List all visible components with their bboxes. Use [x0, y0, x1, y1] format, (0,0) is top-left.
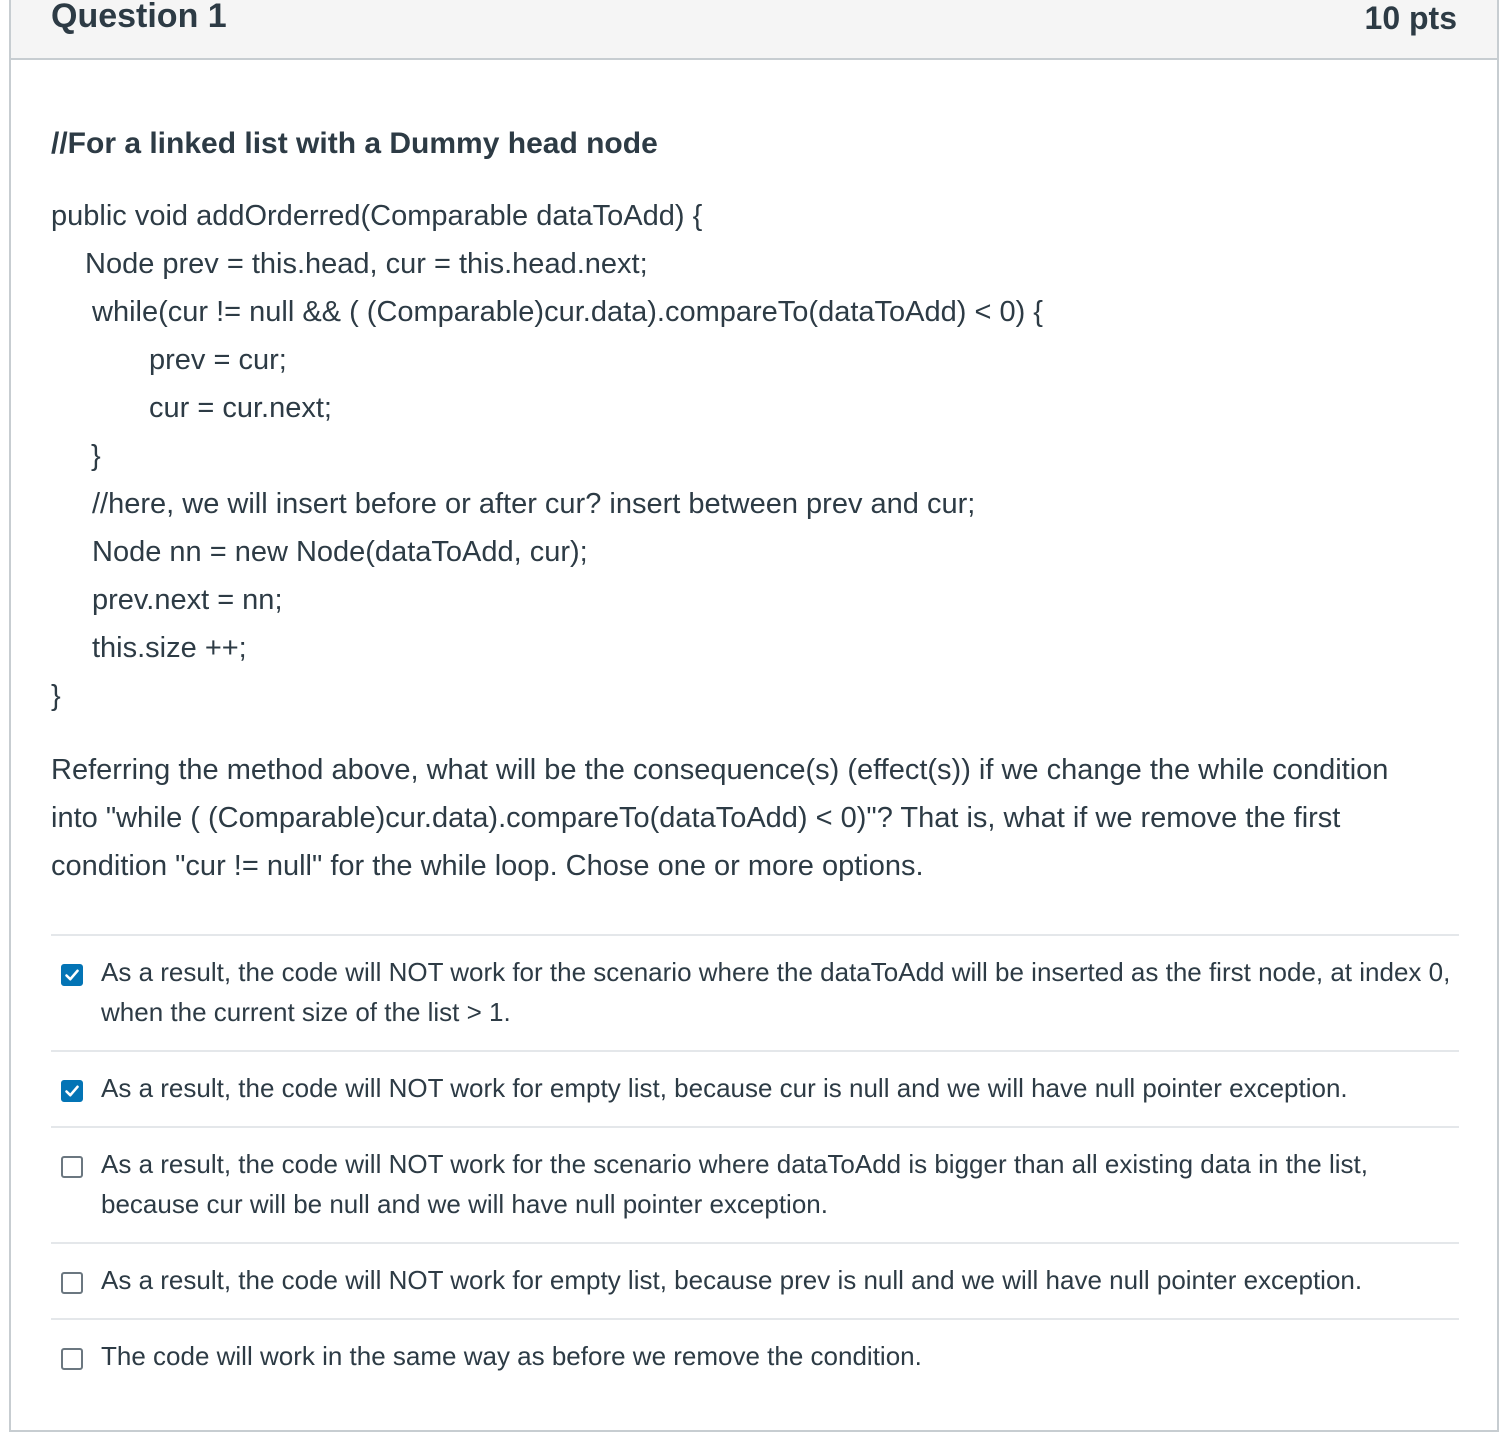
checkbox-empty-icon[interactable]	[61, 1272, 83, 1294]
code-line: cur = cur.next;	[149, 392, 332, 424]
code-line: //here, we will insert before or after cur? insert between prev and cur;	[92, 488, 976, 520]
checkbox-checked-icon[interactable]	[61, 964, 83, 986]
answer-option[interactable]	[51, 936, 1459, 1052]
answer-label: As a result, the code will NOT work for empty list, because prev is null and we will have null pointer exception.	[101, 1265, 1363, 1295]
answer-option[interactable]	[51, 1052, 1459, 1128]
answer-label: As a result, the code will NOT work for empty list, because cur is null and we will have null pointer exception.	[101, 1073, 1348, 1103]
code-line: }	[51, 680, 61, 712]
question-title: Question 1	[51, 0, 227, 35]
checkbox-checked-icon[interactable]	[61, 1080, 83, 1102]
answer-label: The code will work in the same way as before we remove the condition.	[101, 1341, 922, 1371]
code-line: this.size ++;	[92, 632, 247, 664]
code-line: Node prev = this.head, cur = this.head.next;	[85, 248, 648, 280]
answer-option[interactable]	[51, 1128, 1459, 1244]
code-line: }	[91, 440, 101, 472]
code-comment: //For a linked list with a Dummy head node	[51, 127, 658, 160]
question-prompt: Referring the method above, what will be the consequence(s) (effect(s)) if we change the while condition into "while ( (Comparable)cur.data).compareTo(dataToAdd) < 0)"? That is, what if we remove the first condition "cur != null" for the while loop. Chose one or more options.	[51, 754, 1389, 882]
answer-option[interactable]	[51, 1244, 1459, 1320]
code-line: public void addOrderred(Comparable dataToAdd) {	[51, 200, 703, 232]
checkbox-empty-icon[interactable]	[61, 1156, 83, 1178]
question-points: 10 pts	[1364, 0, 1457, 36]
code-line: prev = cur;	[149, 344, 287, 376]
checkmark-icon	[64, 967, 80, 983]
checkmark-icon	[64, 1083, 80, 1099]
code-line: while(cur != null && ( (Comparable)cur.data).compareTo(dataToAdd) < 0) {	[92, 296, 1043, 328]
code-line: prev.next = nn;	[92, 584, 283, 616]
question-header	[11, 0, 1497, 60]
checkbox-empty-icon[interactable]	[61, 1348, 83, 1370]
answer-list	[51, 934, 1459, 1396]
question-card	[9, 0, 1499, 1432]
answer-option[interactable]	[51, 1320, 1459, 1396]
answer-label: As a result, the code will NOT work for the scenario where dataToAdd is bigger than all existing data in the list, because cur will be null and we will have null pointer exception.	[101, 1149, 1368, 1219]
code-line: Node nn = new Node(dataToAdd, cur);	[92, 536, 588, 568]
answer-label: As a result, the code will NOT work for the scenario where the dataToAdd will be inserted as the first node, at index 0, when the current size of the list > 1.	[101, 957, 1451, 1027]
